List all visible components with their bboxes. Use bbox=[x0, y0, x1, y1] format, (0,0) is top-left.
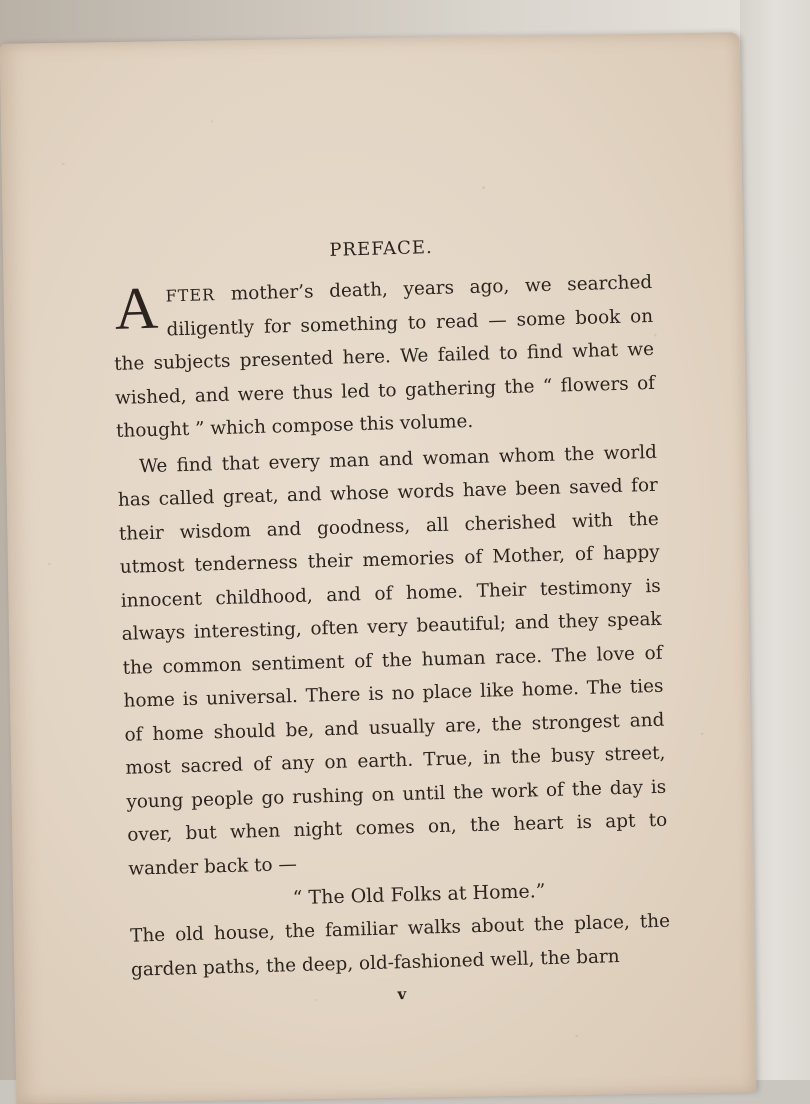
drop-cap: A bbox=[113, 274, 159, 342]
paragraph-3: The old house, the familiar walks about the place, the garden paths, the deep, old-fashioned well, the barn bbox=[129, 910, 671, 981]
paragraph-1-text: mother’s death, years ago, we searched diligently for something to read — some book on the subjects presented here. We failed to find what we wished, and were thus led to gathering the “ flowers of thought ” which compose this volume. bbox=[113, 271, 656, 442]
page-text bbox=[110, 199, 672, 1011]
quote-line: “ The Old Folks at Home.” bbox=[292, 880, 546, 910]
first-word: FTER bbox=[165, 285, 216, 306]
paragraph-2: We find that every man and woman whom the world has called great, and whose words have been saved for their wisdom and goodness, all cherished with the utmost tenderness their memories of Mother, of happy innocent childhood, and of home. Their testimony is always interesting, often very beautiful; and they speak the common sentiment of the human race. The love of home is universal. There is no place like home. The ties of home should be, and usually are, the strongest and most sacred of any on earth. True, in the busy street, young people go rushing on until the work of the day is over, but when night comes on, the heart is apt to wander back to — bbox=[117, 441, 668, 880]
page-title: PREFACE. bbox=[329, 237, 434, 261]
page-number: v bbox=[397, 985, 407, 1004]
paragraph-1 bbox=[112, 266, 656, 449]
